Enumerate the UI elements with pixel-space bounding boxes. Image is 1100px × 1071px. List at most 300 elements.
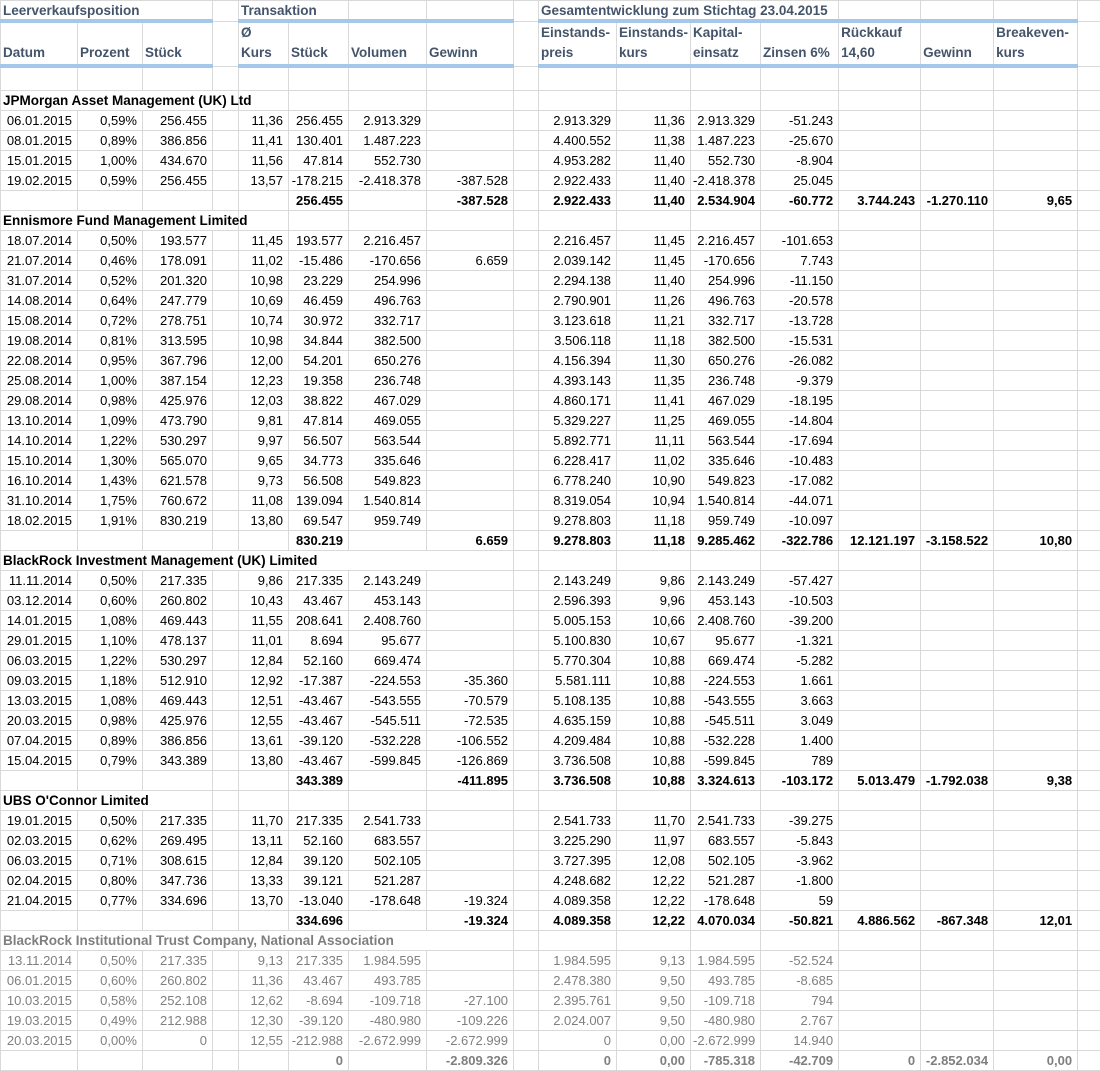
total-cell[interactable] bbox=[514, 911, 539, 931]
value-cell[interactable]: -1.321 bbox=[761, 631, 839, 651]
value-cell[interactable] bbox=[839, 1031, 921, 1051]
cell[interactable] bbox=[691, 791, 761, 811]
value-cell[interactable]: 2.790.901 bbox=[539, 291, 617, 311]
value-cell[interactable] bbox=[994, 231, 1078, 251]
value-cell[interactable]: 434.670 bbox=[143, 151, 213, 171]
cell[interactable] bbox=[514, 551, 539, 571]
value-cell[interactable] bbox=[1078, 691, 1100, 711]
value-cell[interactable] bbox=[839, 251, 921, 271]
value-cell[interactable]: -109.718 bbox=[349, 991, 427, 1011]
value-cell[interactable]: 11,70 bbox=[239, 811, 289, 831]
date-cell[interactable]: 19.02.2015 bbox=[1, 171, 78, 191]
value-cell[interactable] bbox=[213, 371, 239, 391]
value-cell[interactable]: -17.694 bbox=[761, 431, 839, 451]
value-cell[interactable]: -57.427 bbox=[761, 571, 839, 591]
value-cell[interactable]: -545.511 bbox=[691, 711, 761, 731]
value-cell[interactable] bbox=[1078, 751, 1100, 771]
value-cell[interactable]: 467.029 bbox=[349, 391, 427, 411]
total-cell[interactable] bbox=[349, 191, 427, 211]
date-cell[interactable]: 13.10.2014 bbox=[1, 411, 78, 431]
value-cell[interactable] bbox=[994, 271, 1078, 291]
total-cell[interactable]: 9,65 bbox=[994, 191, 1078, 211]
value-cell[interactable] bbox=[514, 891, 539, 911]
value-cell[interactable]: -8.685 bbox=[761, 971, 839, 991]
total-cell[interactable] bbox=[1078, 531, 1100, 551]
value-cell[interactable]: -15.531 bbox=[761, 331, 839, 351]
cell[interactable] bbox=[921, 66, 994, 91]
value-cell[interactable]: -109.226 bbox=[427, 1011, 514, 1031]
total-cell[interactable]: -1.792.038 bbox=[921, 771, 994, 791]
value-cell[interactable] bbox=[994, 651, 1078, 671]
value-cell[interactable]: 1,08% bbox=[78, 611, 143, 631]
date-cell[interactable]: 29.08.2014 bbox=[1, 391, 78, 411]
value-cell[interactable] bbox=[1078, 1031, 1100, 1051]
value-cell[interactable]: -39.275 bbox=[761, 811, 839, 831]
value-cell[interactable] bbox=[921, 871, 994, 891]
total-cell[interactable]: 830.219 bbox=[289, 531, 349, 551]
value-cell[interactable] bbox=[994, 631, 1078, 651]
value-cell[interactable]: 4.209.484 bbox=[539, 731, 617, 751]
column-header[interactable]: Prozent bbox=[78, 21, 143, 66]
cell[interactable] bbox=[539, 66, 617, 91]
value-cell[interactable] bbox=[1078, 111, 1100, 131]
column-header[interactable]: Einstands- kurs bbox=[617, 21, 691, 66]
cell[interactable] bbox=[617, 791, 691, 811]
total-cell[interactable] bbox=[349, 771, 427, 791]
value-cell[interactable] bbox=[514, 751, 539, 771]
value-cell[interactable]: 1.400 bbox=[761, 731, 839, 751]
value-cell[interactable] bbox=[514, 331, 539, 351]
value-cell[interactable]: 0,50% bbox=[78, 811, 143, 831]
cell[interactable] bbox=[691, 66, 761, 91]
value-cell[interactable]: -43.467 bbox=[289, 751, 349, 771]
value-cell[interactable]: -14.804 bbox=[761, 411, 839, 431]
value-cell[interactable]: 12,84 bbox=[239, 651, 289, 671]
value-cell[interactable]: -5.282 bbox=[761, 651, 839, 671]
value-cell[interactable]: 4.635.159 bbox=[539, 711, 617, 731]
value-cell[interactable]: -545.511 bbox=[349, 711, 427, 731]
value-cell[interactable] bbox=[1078, 231, 1100, 251]
value-cell[interactable]: 5.100.830 bbox=[539, 631, 617, 651]
value-cell[interactable] bbox=[427, 611, 514, 631]
total-cell[interactable]: 3.744.243 bbox=[839, 191, 921, 211]
value-cell[interactable] bbox=[213, 1011, 239, 1031]
value-cell[interactable] bbox=[921, 251, 994, 271]
date-cell[interactable]: 19.03.2015 bbox=[1, 1011, 78, 1031]
value-cell[interactable] bbox=[921, 151, 994, 171]
value-cell[interactable] bbox=[994, 891, 1078, 911]
total-cell[interactable]: 3.324.613 bbox=[691, 771, 761, 791]
value-cell[interactable] bbox=[1078, 1011, 1100, 1031]
value-cell[interactable] bbox=[839, 491, 921, 511]
value-cell[interactable]: 332.717 bbox=[349, 311, 427, 331]
value-cell[interactable]: 669.474 bbox=[349, 651, 427, 671]
cell[interactable] bbox=[78, 66, 143, 91]
value-cell[interactable] bbox=[427, 571, 514, 591]
date-cell[interactable]: 19.01.2015 bbox=[1, 811, 78, 831]
value-cell[interactable]: 789 bbox=[761, 751, 839, 771]
value-cell[interactable] bbox=[839, 691, 921, 711]
cell[interactable] bbox=[617, 211, 691, 231]
value-cell[interactable] bbox=[921, 591, 994, 611]
date-cell[interactable]: 31.10.2014 bbox=[1, 491, 78, 511]
total-cell[interactable] bbox=[143, 771, 213, 791]
value-cell[interactable] bbox=[514, 691, 539, 711]
value-cell[interactable] bbox=[921, 451, 994, 471]
value-cell[interactable]: 9,13 bbox=[617, 951, 691, 971]
value-cell[interactable] bbox=[213, 271, 239, 291]
value-cell[interactable]: 469.443 bbox=[143, 611, 213, 631]
value-cell[interactable]: 12,92 bbox=[239, 671, 289, 691]
value-cell[interactable]: 4.089.358 bbox=[539, 891, 617, 911]
value-cell[interactable]: 12,22 bbox=[617, 871, 691, 891]
value-cell[interactable]: 11,35 bbox=[617, 371, 691, 391]
value-cell[interactable] bbox=[514, 871, 539, 891]
value-cell[interactable]: -17.387 bbox=[289, 671, 349, 691]
value-cell[interactable]: 269.495 bbox=[143, 831, 213, 851]
value-cell[interactable] bbox=[994, 1011, 1078, 1031]
value-cell[interactable] bbox=[994, 731, 1078, 751]
value-cell[interactable] bbox=[839, 271, 921, 291]
value-cell[interactable]: 4.248.682 bbox=[539, 871, 617, 891]
value-cell[interactable]: 502.105 bbox=[349, 851, 427, 871]
value-cell[interactable] bbox=[514, 351, 539, 371]
value-cell[interactable]: 1,91% bbox=[78, 511, 143, 531]
value-cell[interactable] bbox=[839, 411, 921, 431]
value-cell[interactable] bbox=[839, 171, 921, 191]
value-cell[interactable] bbox=[213, 891, 239, 911]
cell[interactable] bbox=[921, 1, 994, 22]
value-cell[interactable]: 12,23 bbox=[239, 371, 289, 391]
cell[interactable] bbox=[427, 66, 514, 91]
cell[interactable] bbox=[839, 551, 921, 571]
value-cell[interactable]: 193.577 bbox=[143, 231, 213, 251]
value-cell[interactable]: 2.039.142 bbox=[539, 251, 617, 271]
value-cell[interactable] bbox=[427, 291, 514, 311]
value-cell[interactable] bbox=[1078, 151, 1100, 171]
date-cell[interactable]: 21.07.2014 bbox=[1, 251, 78, 271]
value-cell[interactable] bbox=[427, 411, 514, 431]
value-cell[interactable] bbox=[1078, 131, 1100, 151]
value-cell[interactable]: 2.478.380 bbox=[539, 971, 617, 991]
value-cell[interactable] bbox=[994, 351, 1078, 371]
value-cell[interactable] bbox=[1078, 351, 1100, 371]
value-cell[interactable]: 453.143 bbox=[349, 591, 427, 611]
value-cell[interactable]: 10,88 bbox=[617, 671, 691, 691]
value-cell[interactable] bbox=[921, 411, 994, 431]
value-cell[interactable]: -72.535 bbox=[427, 711, 514, 731]
total-cell[interactable] bbox=[1, 911, 78, 931]
value-cell[interactable]: 2.408.760 bbox=[349, 611, 427, 631]
value-cell[interactable]: 10,88 bbox=[617, 691, 691, 711]
value-cell[interactable]: 959.749 bbox=[349, 511, 427, 531]
cell[interactable] bbox=[994, 551, 1078, 571]
cell[interactable] bbox=[539, 791, 617, 811]
value-cell[interactable]: 11,36 bbox=[617, 111, 691, 131]
value-cell[interactable] bbox=[921, 891, 994, 911]
cell[interactable] bbox=[1078, 21, 1100, 66]
value-cell[interactable] bbox=[1078, 811, 1100, 831]
value-cell[interactable]: -18.195 bbox=[761, 391, 839, 411]
value-cell[interactable]: 10,98 bbox=[239, 271, 289, 291]
value-cell[interactable]: 0,77% bbox=[78, 891, 143, 911]
value-cell[interactable]: 10,94 bbox=[617, 491, 691, 511]
value-cell[interactable]: 11,40 bbox=[617, 171, 691, 191]
value-cell[interactable] bbox=[514, 711, 539, 731]
value-cell[interactable]: 178.091 bbox=[143, 251, 213, 271]
value-cell[interactable]: 6.778.240 bbox=[539, 471, 617, 491]
value-cell[interactable]: 0 bbox=[539, 1031, 617, 1051]
value-cell[interactable]: 13,11 bbox=[239, 831, 289, 851]
value-cell[interactable] bbox=[514, 431, 539, 451]
value-cell[interactable] bbox=[839, 611, 921, 631]
value-cell[interactable]: 9,97 bbox=[239, 431, 289, 451]
total-cell[interactable] bbox=[213, 771, 239, 791]
date-cell[interactable]: 15.08.2014 bbox=[1, 311, 78, 331]
value-cell[interactable] bbox=[213, 431, 239, 451]
value-cell[interactable]: 47.814 bbox=[289, 151, 349, 171]
total-cell[interactable]: 3.736.508 bbox=[539, 771, 617, 791]
value-cell[interactable] bbox=[213, 351, 239, 371]
value-cell[interactable]: 69.547 bbox=[289, 511, 349, 531]
value-cell[interactable] bbox=[1078, 511, 1100, 531]
value-cell[interactable]: 2.922.433 bbox=[539, 171, 617, 191]
value-cell[interactable] bbox=[427, 151, 514, 171]
value-cell[interactable]: 1.661 bbox=[761, 671, 839, 691]
value-cell[interactable]: 256.455 bbox=[143, 171, 213, 191]
value-cell[interactable]: 11,40 bbox=[617, 151, 691, 171]
value-cell[interactable]: 469.055 bbox=[691, 411, 761, 431]
value-cell[interactable] bbox=[514, 251, 539, 271]
value-cell[interactable]: 9,96 bbox=[617, 591, 691, 611]
value-cell[interactable]: 0,71% bbox=[78, 851, 143, 871]
value-cell[interactable] bbox=[1078, 371, 1100, 391]
value-cell[interactable] bbox=[213, 591, 239, 611]
value-cell[interactable]: -44.071 bbox=[761, 491, 839, 511]
value-cell[interactable] bbox=[921, 651, 994, 671]
value-cell[interactable]: 10,66 bbox=[617, 611, 691, 631]
value-cell[interactable] bbox=[921, 351, 994, 371]
date-cell[interactable]: 18.02.2015 bbox=[1, 511, 78, 531]
value-cell[interactable] bbox=[514, 291, 539, 311]
value-cell[interactable]: 10,88 bbox=[617, 651, 691, 671]
value-cell[interactable]: 521.287 bbox=[691, 871, 761, 891]
value-cell[interactable]: 386.856 bbox=[143, 131, 213, 151]
value-cell[interactable] bbox=[839, 831, 921, 851]
value-cell[interactable] bbox=[994, 171, 1078, 191]
section-title[interactable]: UBS O'Connor Limited bbox=[1, 791, 213, 811]
value-cell[interactable]: 236.748 bbox=[691, 371, 761, 391]
value-cell[interactable]: -480.980 bbox=[691, 1011, 761, 1031]
total-cell[interactable] bbox=[239, 911, 289, 931]
date-cell[interactable]: 18.07.2014 bbox=[1, 231, 78, 251]
value-cell[interactable]: 386.856 bbox=[143, 731, 213, 751]
value-cell[interactable]: 478.137 bbox=[143, 631, 213, 651]
date-cell[interactable]: 13.03.2015 bbox=[1, 691, 78, 711]
value-cell[interactable]: -8.694 bbox=[289, 991, 349, 1011]
value-cell[interactable]: -212.988 bbox=[289, 1031, 349, 1051]
value-cell[interactable] bbox=[427, 351, 514, 371]
value-cell[interactable]: 1.487.223 bbox=[691, 131, 761, 151]
value-cell[interactable] bbox=[514, 131, 539, 151]
value-cell[interactable]: 2.541.733 bbox=[349, 811, 427, 831]
date-cell[interactable]: 06.03.2015 bbox=[1, 851, 78, 871]
value-cell[interactable] bbox=[1078, 291, 1100, 311]
cell[interactable] bbox=[514, 931, 539, 951]
value-cell[interactable]: 0,80% bbox=[78, 871, 143, 891]
value-cell[interactable] bbox=[514, 231, 539, 251]
value-cell[interactable]: 6.659 bbox=[427, 251, 514, 271]
value-cell[interactable] bbox=[213, 851, 239, 871]
value-cell[interactable]: 496.763 bbox=[691, 291, 761, 311]
value-cell[interactable]: 467.029 bbox=[691, 391, 761, 411]
value-cell[interactable] bbox=[921, 851, 994, 871]
value-cell[interactable]: 10,90 bbox=[617, 471, 691, 491]
value-cell[interactable] bbox=[514, 571, 539, 591]
value-cell[interactable] bbox=[839, 231, 921, 251]
total-cell[interactable]: 12,22 bbox=[617, 911, 691, 931]
value-cell[interactable] bbox=[921, 671, 994, 691]
total-cell[interactable]: 9.278.803 bbox=[539, 531, 617, 551]
value-cell[interactable] bbox=[839, 671, 921, 691]
cell[interactable] bbox=[761, 66, 839, 91]
value-cell[interactable]: 12,51 bbox=[239, 691, 289, 711]
value-cell[interactable] bbox=[994, 811, 1078, 831]
value-cell[interactable] bbox=[514, 451, 539, 471]
value-cell[interactable] bbox=[921, 611, 994, 631]
value-cell[interactable] bbox=[994, 851, 1078, 871]
value-cell[interactable]: 12,55 bbox=[239, 711, 289, 731]
value-cell[interactable]: 760.672 bbox=[143, 491, 213, 511]
value-cell[interactable]: 11,55 bbox=[239, 611, 289, 631]
value-cell[interactable]: 38.822 bbox=[289, 391, 349, 411]
value-cell[interactable]: 0,79% bbox=[78, 751, 143, 771]
value-cell[interactable]: 496.763 bbox=[349, 291, 427, 311]
value-cell[interactable] bbox=[213, 871, 239, 891]
value-cell[interactable] bbox=[514, 731, 539, 751]
value-cell[interactable]: 34.844 bbox=[289, 331, 349, 351]
value-cell[interactable] bbox=[921, 471, 994, 491]
cell[interactable] bbox=[349, 791, 427, 811]
date-cell[interactable]: 15.01.2015 bbox=[1, 151, 78, 171]
value-cell[interactable]: 347.736 bbox=[143, 871, 213, 891]
cell[interactable] bbox=[539, 91, 617, 111]
value-cell[interactable]: 4.953.282 bbox=[539, 151, 617, 171]
total-cell[interactable] bbox=[143, 191, 213, 211]
value-cell[interactable]: -26.082 bbox=[761, 351, 839, 371]
value-cell[interactable]: 4.400.552 bbox=[539, 131, 617, 151]
cell[interactable] bbox=[921, 211, 994, 231]
value-cell[interactable] bbox=[839, 511, 921, 531]
value-cell[interactable] bbox=[839, 711, 921, 731]
value-cell[interactable]: 0,00% bbox=[78, 1031, 143, 1051]
total-cell[interactable] bbox=[78, 771, 143, 791]
cell[interactable] bbox=[1078, 211, 1100, 231]
value-cell[interactable] bbox=[994, 291, 1078, 311]
value-cell[interactable] bbox=[994, 591, 1078, 611]
cell[interactable] bbox=[921, 791, 994, 811]
value-cell[interactable]: 4.393.143 bbox=[539, 371, 617, 391]
column-header[interactable]: Stück bbox=[143, 21, 213, 66]
cell[interactable] bbox=[921, 91, 994, 111]
spacer-cell[interactable] bbox=[213, 1, 239, 22]
value-cell[interactable] bbox=[839, 431, 921, 451]
value-cell[interactable] bbox=[1078, 611, 1100, 631]
value-cell[interactable]: 11,41 bbox=[617, 391, 691, 411]
value-cell[interactable] bbox=[1078, 311, 1100, 331]
total-cell[interactable]: 0 bbox=[839, 1051, 921, 1071]
value-cell[interactable]: 0,89% bbox=[78, 131, 143, 151]
value-cell[interactable]: 278.751 bbox=[143, 311, 213, 331]
cell[interactable] bbox=[539, 931, 617, 951]
value-cell[interactable] bbox=[921, 711, 994, 731]
value-cell[interactable]: 23.229 bbox=[289, 271, 349, 291]
value-cell[interactable] bbox=[839, 631, 921, 651]
value-cell[interactable] bbox=[921, 811, 994, 831]
value-cell[interactable]: -2.418.378 bbox=[349, 171, 427, 191]
value-cell[interactable]: 56.507 bbox=[289, 431, 349, 451]
cell[interactable] bbox=[839, 211, 921, 231]
value-cell[interactable]: 3.123.618 bbox=[539, 311, 617, 331]
value-cell[interactable]: 247.779 bbox=[143, 291, 213, 311]
value-cell[interactable]: 95.677 bbox=[691, 631, 761, 651]
value-cell[interactable] bbox=[994, 471, 1078, 491]
value-cell[interactable] bbox=[839, 851, 921, 871]
value-cell[interactable]: -126.869 bbox=[427, 751, 514, 771]
value-cell[interactable]: -25.670 bbox=[761, 131, 839, 151]
date-cell[interactable]: 13.11.2014 bbox=[1, 951, 78, 971]
value-cell[interactable]: -43.467 bbox=[289, 711, 349, 731]
column-header[interactable]: Ø Kurs bbox=[239, 21, 289, 66]
cell[interactable] bbox=[691, 931, 761, 951]
value-cell[interactable] bbox=[839, 991, 921, 1011]
value-cell[interactable] bbox=[514, 391, 539, 411]
total-cell[interactable]: 343.389 bbox=[289, 771, 349, 791]
value-cell[interactable] bbox=[213, 151, 239, 171]
total-cell[interactable] bbox=[514, 531, 539, 551]
value-cell[interactable] bbox=[921, 131, 994, 151]
value-cell[interactable]: 2.408.760 bbox=[691, 611, 761, 631]
value-cell[interactable]: 683.557 bbox=[349, 831, 427, 851]
value-cell[interactable]: 217.335 bbox=[289, 951, 349, 971]
value-cell[interactable]: 12,55 bbox=[239, 1031, 289, 1051]
value-cell[interactable] bbox=[514, 411, 539, 431]
value-cell[interactable] bbox=[921, 971, 994, 991]
value-cell[interactable]: 9,50 bbox=[617, 971, 691, 991]
value-cell[interactable]: 0,64% bbox=[78, 291, 143, 311]
cell[interactable] bbox=[839, 931, 921, 951]
value-cell[interactable]: 0,59% bbox=[78, 171, 143, 191]
value-cell[interactable] bbox=[213, 111, 239, 131]
value-cell[interactable] bbox=[839, 871, 921, 891]
value-cell[interactable]: 2.541.733 bbox=[539, 811, 617, 831]
value-cell[interactable] bbox=[427, 471, 514, 491]
column-header[interactable]: Datum bbox=[1, 21, 78, 66]
date-cell[interactable]: 10.03.2015 bbox=[1, 991, 78, 1011]
value-cell[interactable] bbox=[514, 1031, 539, 1051]
value-cell[interactable] bbox=[994, 491, 1078, 511]
value-cell[interactable]: 11,18 bbox=[617, 511, 691, 531]
value-cell[interactable]: 193.577 bbox=[289, 231, 349, 251]
value-cell[interactable]: -13.728 bbox=[761, 311, 839, 331]
value-cell[interactable]: -106.552 bbox=[427, 731, 514, 751]
cell[interactable] bbox=[239, 66, 289, 91]
value-cell[interactable]: -43.467 bbox=[289, 691, 349, 711]
value-cell[interactable]: 335.646 bbox=[691, 451, 761, 471]
date-cell[interactable]: 15.04.2015 bbox=[1, 751, 78, 771]
value-cell[interactable]: -178.648 bbox=[691, 891, 761, 911]
value-cell[interactable] bbox=[839, 591, 921, 611]
